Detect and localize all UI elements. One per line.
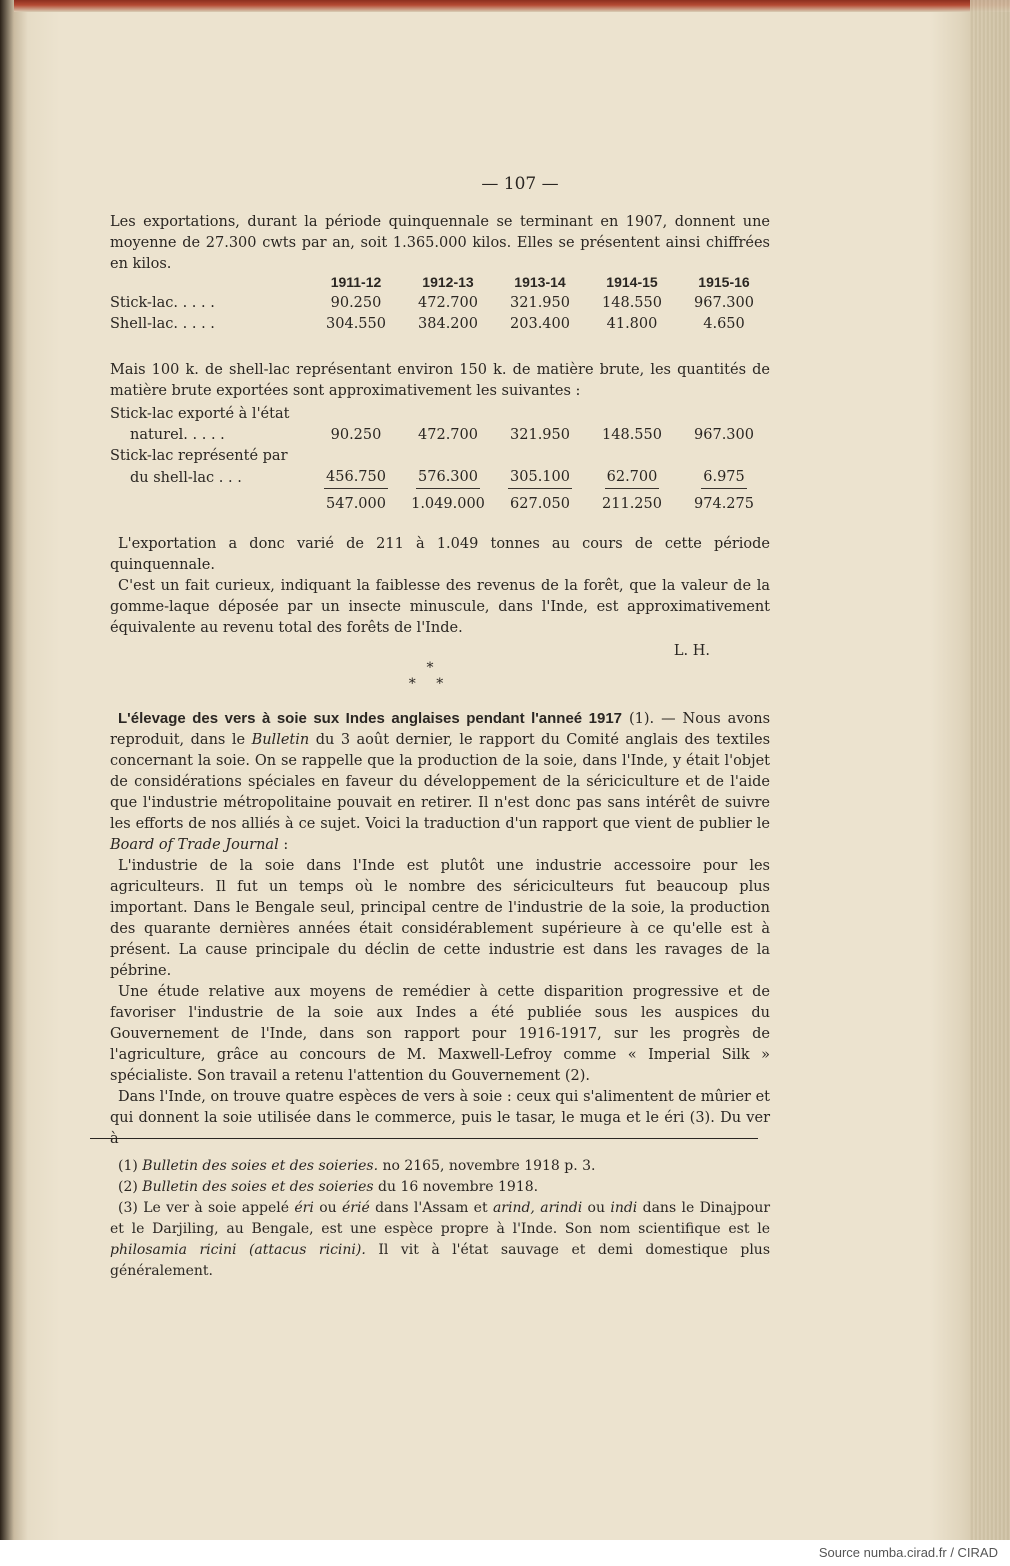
col-header: 1911-12 bbox=[330, 274, 382, 290]
signature: L. H. bbox=[673, 643, 710, 659]
table-cell: 321.950 bbox=[510, 295, 570, 311]
table-cell: 62.700 bbox=[605, 467, 660, 489]
table-cell: 4.650 bbox=[703, 316, 745, 332]
article-paragraph: L'industrie de la soie dans l'Inde est plutôt une industrie accessoire pour les agriculteurs. Il fut un temps où le nombre des sériciculteurs fut beaucoup plus important. Dans le Bengale seul, principal centre de l'industrie de la soie, la production des quarante dernières années était considérablement supérieure à ce qu'elle est à présent. La cause principale du déclin de cette industrie est dans les ravages de la pébrine. bbox=[110, 858, 770, 979]
table-header-row bbox=[110, 272, 770, 293]
section-separator: * * * bbox=[408, 660, 452, 692]
row-label: naturel. . . . . bbox=[130, 427, 225, 443]
table-cell: 6.975 bbox=[701, 467, 747, 489]
row-label: Stick-lac exporté à l'état bbox=[110, 406, 290, 422]
table-cell: 148.550 bbox=[602, 427, 662, 443]
bulletin-title: Bulletin bbox=[251, 732, 310, 748]
table-cell: 967.300 bbox=[694, 295, 754, 311]
table-cell: 576.300 bbox=[416, 467, 480, 489]
table-row bbox=[110, 293, 770, 314]
table-cell: 41.800 bbox=[606, 316, 658, 332]
table-cell: 456.750 bbox=[324, 467, 388, 489]
article-heading-ref: (1). — bbox=[628, 711, 676, 727]
table-cell: 305.100 bbox=[508, 467, 572, 489]
raw-matter-paragraph: Mais 100 k. de shell-lac représentant environ 150 k. de matière brute, les quantités de matière brute exportées sont approximativement les suivantes : bbox=[110, 362, 770, 399]
row-label: Stick-lac. . . . . bbox=[110, 295, 215, 311]
col-header: 1912-13 bbox=[422, 274, 474, 290]
table-cell: 321.950 bbox=[510, 427, 570, 443]
export-table bbox=[110, 272, 770, 335]
total-cell: 627.050 bbox=[510, 495, 570, 512]
table-cell: 967.300 bbox=[694, 427, 754, 443]
table-cell: 384.200 bbox=[418, 316, 478, 332]
table-cell: 90.250 bbox=[330, 295, 382, 311]
row-label: du shell-lac . . . bbox=[130, 469, 242, 486]
footnote-2: (2) Bulletin des soies et des soieries du 16 novembre 1918. bbox=[118, 1179, 539, 1195]
article-body bbox=[110, 708, 770, 1150]
row-label: Shell-lac. . . . . bbox=[110, 316, 215, 332]
article-paragraph: Une étude relative aux moyens de remédier à cette disparition progressive et de favoriser l'industrie de la soie aux Indes a été publiée sous les auspices du Gouvernement de l'Inde, dans son rapport pour 1916-1917, sur les progrès de l'agriculture, grâce au concours de M. Maxwell-Lefroy comme « Imperial Silk » spécialiste. Son travail a retenu l'attention du Gouvernement (2). bbox=[110, 984, 770, 1084]
conclusion-block bbox=[110, 534, 770, 662]
table-cell: 203.400 bbox=[510, 316, 570, 332]
article-intro: L'élevage des vers à soie sux Indes anglaises pendant l'anneé 1917 (1). — Nous avons reproduit, dans le Bulletin du 3 août dernier, le rapport du Comité anglais des textiles concernant la soie. On se rappelle que la production de la soie, dans l'Inde, y était l'objet de considérations spéciales en faveur du développement de la sériciculture et de l'aide que l'industrie métropolitaine pouvait en retirer. Il n'est donc pas sans intérêt de suivre les efforts de nos alliés à ce sujet. Voici la traduction d'un rapport que vient de publier le Board of Trade Journal : bbox=[110, 710, 771, 853]
table-row bbox=[110, 467, 770, 489]
article-heading: L'élevage des vers à soie sux Indes anglaises pendant l'anneé 1917 bbox=[118, 710, 623, 727]
journal-title: Board of Trade Journal bbox=[110, 837, 279, 853]
table-cell: 304.550 bbox=[326, 316, 386, 332]
col-header: 1915-16 bbox=[698, 274, 750, 290]
table-cell: 148.550 bbox=[602, 295, 662, 311]
total-cell: 974.275 bbox=[694, 495, 754, 512]
row-label: Stick-lac représenté par bbox=[110, 448, 288, 464]
table-row bbox=[110, 425, 770, 446]
source-credit: Source numba.cirad.fr / CIRAD bbox=[818, 1545, 998, 1560]
footnote-1: (1) Bulletin des soies et des soieries. no 2165, novembre 1918 p. 3. bbox=[118, 1158, 596, 1174]
footnote-divider bbox=[90, 1138, 758, 1139]
col-header: 1914-15 bbox=[606, 274, 658, 290]
col-header: 1913-14 bbox=[514, 274, 566, 290]
intro-paragraph: Les exportations, durant la période quinquennale se terminant en 1907, donnent une moyenne de 27.300 cwts par an, soit 1.365.000 kilos. Elles se présentent ainsi chiffrées en kilos. bbox=[110, 214, 770, 272]
table-cell: 472.700 bbox=[418, 427, 478, 443]
table-cell: 472.700 bbox=[418, 295, 478, 311]
table-row bbox=[110, 314, 770, 335]
footnotes bbox=[110, 1156, 770, 1282]
page-top-edge bbox=[14, 0, 1010, 12]
raw-matter-table bbox=[110, 404, 770, 519]
article-paragraph: Dans l'Inde, on trouve quatre espèces de vers à soie : ceux qui s'alimentent de mûrier et qui donnent la soie utilisée dans le commerce, puis le tasar, le muga et le éri (3). Du ver à bbox=[110, 1089, 770, 1147]
total-cell: 211.250 bbox=[602, 495, 662, 512]
table-cell: 90.250 bbox=[330, 427, 382, 443]
total-cell: 1.049.000 bbox=[411, 495, 485, 512]
page-stack-edge bbox=[970, 0, 1010, 1540]
totals-row bbox=[110, 489, 770, 519]
footnote-3: (3) Le ver à soie appelé éri ou érié dans l'Assam et arind, arindi ou indi dans le Dinajpour et le Darjiling, au Bengale, est une espèce propre à l'Inde. Son nom scientifique est le philosamia ricini (attacus ricini). Il vit à l'état sauvage et demi domestique plus généralement. bbox=[110, 1200, 771, 1279]
page-number: — 107 — bbox=[481, 174, 559, 194]
curious-fact-text: C'est un fait curieux, indiquant la faiblesse des revenus de la forêt, que la valeur de la gomme-laque déposée par un insecte minuscule, dans l'Inde, est approximativement équivalente au revenu total des forêts de l'Inde. bbox=[110, 578, 770, 636]
total-cell: 547.000 bbox=[326, 495, 386, 512]
export-variation-text: L'exportation a donc varié de 211 à 1.049 tonnes au cours de cette période quinquennale. bbox=[110, 536, 770, 573]
